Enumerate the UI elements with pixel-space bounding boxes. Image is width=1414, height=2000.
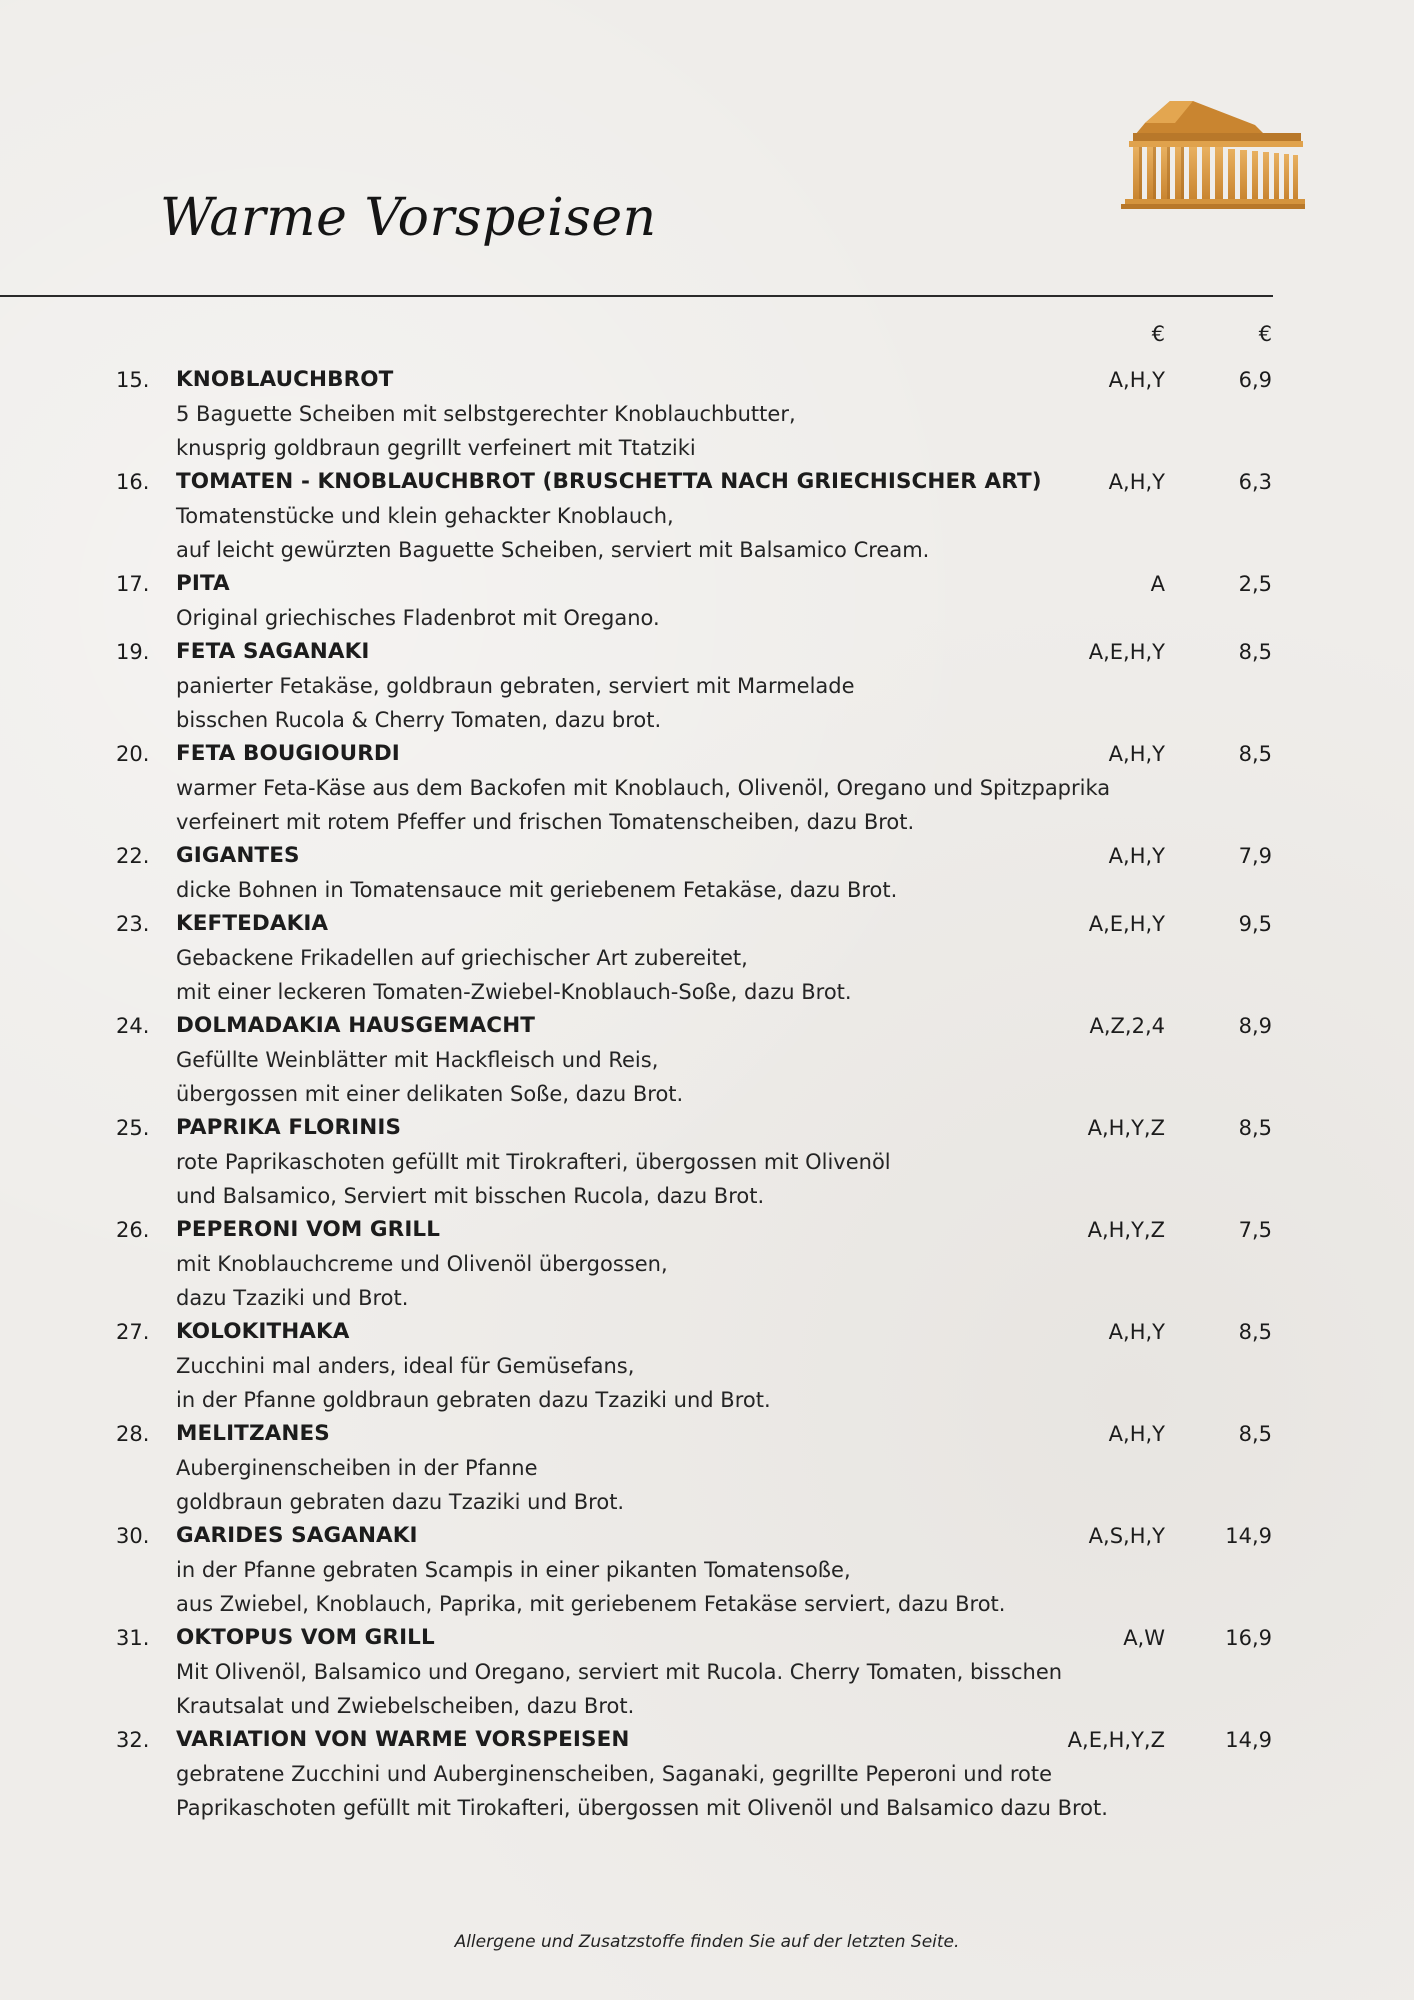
menu-item-name: [176, 907, 328, 941]
menu-item-name: [176, 635, 370, 669]
menu-item-name: [176, 1009, 535, 1043]
menu-item-description-line: [0, 669, 1414, 703]
menu-item-description: Krautsalat und Zwiebelscheiben, dazu Brot.: [176, 1694, 635, 1718]
menu-item-description: auf leicht gewürzten Baguette Scheiben, serviert mit Balsamico Cream.: [176, 538, 930, 562]
menu-item-number: 24.: [116, 1014, 150, 1038]
menu-item: [0, 567, 1414, 635]
menu-item-description: aus Zwiebel, Knoblauch, Paprika, mit geriebenem Fetakäse serviert, dazu Brot.: [176, 1592, 1006, 1616]
menu-item-header: [0, 635, 1414, 669]
menu-item-title: GIGANTES: [176, 843, 300, 868]
menu-item: [0, 839, 1414, 907]
menu-item-title: MELITZANES: [176, 1421, 330, 1446]
menu-item-name: [176, 1519, 418, 1553]
menu-item-header: [0, 567, 1414, 601]
menu-item-price: 9,5: [1238, 912, 1272, 936]
menu-item-header: [0, 1519, 1414, 1553]
menu-item-number: 31.: [116, 1626, 150, 1650]
menu-item-description-line: [0, 1553, 1414, 1587]
menu-item-allergens: A: [1150, 572, 1165, 596]
menu-item-title: PITA: [176, 571, 230, 596]
menu-item-allergens: A,H,Y: [1108, 742, 1165, 766]
menu-item-number: 30.: [116, 1524, 150, 1548]
menu-item-description: Gebackene Frikadellen auf griechischer Art zubereitet,: [176, 946, 748, 970]
menu-item-description-line: [0, 1689, 1414, 1723]
menu-item-number: 19.: [116, 640, 150, 664]
menu-item-title: KEFTEDAKIA: [176, 911, 329, 936]
menu-item-description: in der Pfanne goldbraun gebraten dazu Tzaziki und Brot.: [176, 1388, 771, 1412]
menu-item-name: [176, 567, 230, 601]
menu-item-number: 27.: [116, 1320, 150, 1344]
menu-item-header: [0, 907, 1414, 941]
menu-item-title: FETA BOUGIOURDI: [176, 741, 400, 766]
menu-item-allergens: A,E,H,Y: [1088, 640, 1165, 664]
menu-item-description: panierter Fetakäse, goldbraun gebraten, serviert mit Marmelade: [176, 674, 855, 698]
menu-item-number: 20.: [116, 742, 150, 766]
menu-item-allergens: A,H,Y: [1108, 470, 1165, 494]
menu-item: [0, 1723, 1414, 1825]
menu-item-allergens: A,Z,2,4: [1089, 1014, 1165, 1038]
menu-item: [0, 1519, 1414, 1621]
menu-item-description-line: [0, 1043, 1414, 1077]
menu-item-price: 8,5: [1238, 1320, 1272, 1344]
menu-item-number: 23.: [116, 912, 150, 936]
menu-item-title: VARIATION VON WARME VORSPEISEN: [176, 1727, 630, 1752]
menu-item-description: Original griechisches Fladenbrot mit Oregano.: [176, 606, 660, 630]
menu-item: [0, 465, 1414, 567]
menu-item-price: 8,5: [1238, 640, 1272, 664]
menu-item-header: [0, 465, 1414, 499]
menu-item-allergens: A,H,Y,Z: [1087, 1218, 1165, 1242]
menu-item-description: übergossen mit einer delikaten Soße, dazu Brot.: [176, 1082, 684, 1106]
menu-item-number: 32.: [116, 1728, 150, 1752]
menu-item-price: 8,5: [1238, 1116, 1272, 1140]
column-header-allergens: €: [1151, 322, 1165, 346]
menu-item-price: 6,9: [1238, 368, 1272, 392]
menu-item-description-line: [0, 1077, 1414, 1111]
menu-item-description-line: [0, 941, 1414, 975]
menu-item-description: bisschen Rucola & Cherry Tomaten, dazu brot.: [176, 708, 662, 732]
menu-item-header: [0, 1621, 1414, 1655]
menu-item-subtitle: (BRUSCHETTA NACH GRIECHISCHER ART): [534, 469, 1042, 494]
menu-item-name: [176, 1723, 629, 1757]
menu-item-price: 7,9: [1238, 844, 1272, 868]
menu-item-number: 17.: [116, 572, 150, 596]
menu-item-description-line: [0, 703, 1414, 737]
menu-item-description-line: [0, 499, 1414, 533]
menu-item-price: 8,5: [1238, 1422, 1272, 1446]
menu-item-number: 25.: [116, 1116, 150, 1140]
menu-item-title: KOLOKITHAKA: [176, 1319, 350, 1344]
menu-item-description: Mit Olivenöl, Balsamico und Oregano, serviert mit Rucola. Cherry Tomaten, bisschen: [176, 1660, 1063, 1684]
menu-item-header: [0, 737, 1414, 771]
menu-item-price: 8,5: [1238, 742, 1272, 766]
menu-item-description-line: [0, 873, 1414, 907]
menu-item-price: 8,9: [1238, 1014, 1272, 1038]
menu-item-name: [176, 1417, 330, 1451]
menu-item-header: [0, 1315, 1414, 1349]
menu-item-description-line: [0, 1485, 1414, 1519]
menu-item-description-line: [0, 805, 1414, 839]
menu-item-number: 15.: [116, 368, 150, 392]
menu-item-description-line: [0, 1655, 1414, 1689]
menu-item-allergens: A,H,Y: [1108, 1320, 1165, 1344]
menu-item-title: DOLMADAKIA HAUSGEMACHT: [176, 1013, 536, 1038]
title-divider: [0, 295, 1273, 297]
menu-item-description: goldbraun gebraten dazu Tzaziki und Brot.: [176, 1490, 625, 1514]
menu-list: [0, 363, 1414, 1825]
menu-item-title: GARIDES SAGANAKI: [176, 1523, 418, 1548]
menu-item: [0, 1315, 1414, 1417]
menu-item-description: 5 Baguette Scheiben mit selbstgerechter Knoblauchbutter,: [176, 402, 796, 426]
menu-item-allergens: A,S,H,Y: [1088, 1524, 1165, 1548]
menu-item-title: PAPRIKA FLORINIS: [176, 1115, 402, 1140]
menu-item-number: 22.: [116, 844, 150, 868]
menu-item-allergens: A,H,Y,Z: [1087, 1116, 1165, 1140]
menu-item-description-line: [0, 431, 1414, 465]
menu-item-description-line: [0, 1451, 1414, 1485]
menu-item-name: [176, 363, 393, 397]
menu-item: [0, 635, 1414, 737]
menu-item-title: OKTOPUS VOM GRILL: [176, 1625, 435, 1650]
menu-item-description: dazu Tzaziki und Brot.: [176, 1286, 409, 1310]
menu-item-description-line: [0, 1145, 1414, 1179]
menu-item-description-line: [0, 1383, 1414, 1417]
menu-item-name: [176, 1111, 401, 1145]
menu-item-allergens: A,H,Y: [1108, 1422, 1165, 1446]
column-header-row: [0, 322, 1414, 356]
menu-item-description-line: [0, 1281, 1414, 1315]
menu-item-title: FETA SAGANAKI: [176, 639, 370, 664]
menu-item-header: [0, 363, 1414, 397]
menu-item-header: [0, 1111, 1414, 1145]
menu-item-title: PEPERONI VOM GRILL: [176, 1217, 441, 1242]
menu-item-header: [0, 1009, 1414, 1043]
menu-item-number: 26.: [116, 1218, 150, 1242]
menu-item-name: [176, 1213, 440, 1247]
menu-item-allergens: A,E,H,Y,Z: [1067, 1728, 1165, 1752]
menu-item-description: dicke Bohnen in Tomatensauce mit geriebenem Fetakäse, dazu Brot.: [176, 878, 898, 902]
menu-item-description: knusprig goldbraun gegrillt verfeinert mit Ttatziki: [176, 436, 696, 460]
menu-item-description-line: [0, 1247, 1414, 1281]
menu-item-header: [0, 1213, 1414, 1247]
menu-item-name: [176, 737, 400, 771]
menu-item-allergens: A,H,Y: [1108, 368, 1165, 392]
menu-item-allergens: A,H,Y: [1108, 844, 1165, 868]
menu-item-name: [176, 1315, 350, 1349]
column-header-price: €: [1258, 322, 1272, 346]
menu-item-description-line: [0, 1179, 1414, 1213]
menu-item-allergens: A,E,H,Y: [1088, 912, 1165, 936]
menu-item-header: [0, 1723, 1414, 1757]
menu-item-price: 2,5: [1238, 572, 1272, 596]
menu-item-description: Gefüllte Weinblätter mit Hackfleisch und Reis,: [176, 1048, 659, 1072]
menu-item-description-line: [0, 771, 1414, 805]
menu-item-price: 14,9: [1225, 1728, 1272, 1752]
menu-item-number: 28.: [116, 1422, 150, 1446]
menu-item-description: rote Paprikaschoten gefüllt mit Tirokrafteri, übergossen mit Olivenöl: [176, 1150, 891, 1174]
menu-item: [0, 1009, 1414, 1111]
menu-item-header: [0, 839, 1414, 873]
menu-item-name: [176, 1621, 435, 1655]
menu-item-price: 6,3: [1238, 470, 1272, 494]
menu-item-price: 7,5: [1238, 1218, 1272, 1242]
menu-item-description-line: [0, 601, 1414, 635]
menu-item: [0, 1213, 1414, 1315]
menu-item-price: 14,9: [1225, 1524, 1272, 1548]
menu-item-description: in der Pfanne gebraten Scampis in einer pikanten Tomatensoße,: [176, 1558, 851, 1582]
menu-item: [0, 1417, 1414, 1519]
menu-item-description-line: [0, 1587, 1414, 1621]
menu-item: [0, 1111, 1414, 1213]
menu-item: [0, 907, 1414, 1009]
menu-item-price: 16,9: [1225, 1626, 1272, 1650]
menu-item-description-line: [0, 1349, 1414, 1383]
menu-item-description-line: [0, 1791, 1414, 1825]
menu-item-description: verfeinert mit rotem Pfeffer und frischen Tomatenscheiben, dazu Brot.: [176, 810, 915, 834]
menu-item-description-line: [0, 397, 1414, 431]
menu-item-description: mit einer leckeren Tomaten-Zwiebel-Knoblauch-Soße, dazu Brot.: [176, 980, 852, 1004]
greek-temple-icon: [1115, 95, 1305, 210]
menu-item-description: warmer Feta-Käse aus dem Backofen mit Knoblauch, Olivenöl, Oregano und Spitzpaprika: [176, 776, 1111, 800]
menu-item-name: [176, 465, 1042, 499]
menu-item-description: gebratene Zucchini und Auberginenscheiben, Saganaki, gegrillte Peperoni und rote: [176, 1762, 1053, 1786]
menu-item-number: 16.: [116, 470, 150, 494]
menu-item: [0, 1621, 1414, 1723]
menu-item-description: und Balsamico, Serviert mit bisschen Rucola, dazu Brot.: [176, 1184, 765, 1208]
menu-item-header: [0, 1417, 1414, 1451]
menu-item-description: Paprikaschoten gefüllt mit Tirokafteri, übergossen mit Olivenöl und Balsamico dazu Brot.: [176, 1796, 1108, 1820]
menu-item-description: Auberginenscheiben in der Pfanne: [176, 1456, 538, 1480]
menu-item: [0, 363, 1414, 465]
menu-item-description-line: [0, 1757, 1414, 1791]
menu-item-description-line: [0, 533, 1414, 567]
menu-item-title: TOMATEN - KNOBLAUCHBROT: [176, 469, 535, 494]
menu-item-description: mit Knoblauchcreme und Olivenöl übergossen,: [176, 1252, 668, 1276]
menu-item-title: KNOBLAUCHBROT: [176, 367, 394, 392]
menu-item-allergens: A,W: [1123, 1626, 1165, 1650]
menu-item-name: [176, 839, 300, 873]
menu-item-description-line: [0, 975, 1414, 1009]
menu-item-description: Zucchini mal anders, ideal für Gemüsefans,: [176, 1354, 635, 1378]
page-title: Warme Vorspeisen: [160, 188, 657, 248]
menu-item: [0, 737, 1414, 839]
menu-item-description: Tomatenstücke und klein gehackter Knoblauch,: [176, 504, 674, 528]
footer-note: Allergene und Zusatzstoffe finden Sie auf der letzten Seite.: [454, 1932, 960, 1952]
